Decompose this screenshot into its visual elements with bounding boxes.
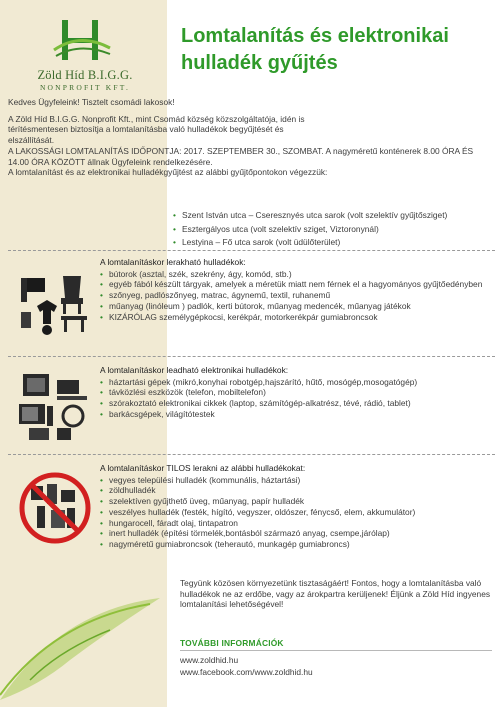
forbidden-waste-heading: A lomtalanításkor TILOS lerakni az alábbi hulladékokat: (100, 463, 306, 473)
electronic-item: • távközlési eszközök (telefon, mobiltelefon) (100, 387, 495, 398)
electronic-waste-heading: A lomtalanításkor leadható elektronikai hulladékok: (100, 365, 289, 375)
bulky-item: • KIZÁRÓLAG személygépkocsi, kerékpár, motorkerékpár gumiabroncsok (100, 312, 495, 323)
intro-text (8, 97, 490, 178)
logo-company-type: NONPROFIT KFT. (39, 83, 131, 92)
leaf-decoration-icon (0, 590, 167, 707)
title-line-2: hulladék gyűjtés (181, 52, 338, 74)
location-item: • Lestyina – Fő utca sarok (volt üdülőterület) (173, 237, 493, 248)
section-divider (8, 250, 495, 251)
electronic-item: • háztartási gépek (mikró,konyhai robotgép,hajszárító, hűtő, mosógép,mosogatógép) (100, 377, 495, 388)
electronics-illustration-icon (17, 370, 95, 444)
page-title (181, 23, 491, 77)
company-logo (10, 14, 140, 94)
forbidden-item: • inert hulladék (építési törmelék,bontásból származó anyag, csempe,járólap) (100, 528, 495, 539)
greeting: Kedves Ügyfeleink! Tisztelt csomádi lakosok! (8, 97, 175, 107)
prohibited-waste-icon (17, 470, 93, 546)
bridge-logo-icon (52, 14, 114, 68)
forbidden-item: • zöldhulladék (100, 485, 495, 496)
website-link[interactable]: www.zoldhid.hu (180, 655, 239, 665)
furniture-illustration-icon (17, 270, 95, 340)
intro-paragraph-1: A Zöld Híd B.I.G.G. Nonprofit Kft., mint Csomád község közszolgáltatója, idén is térítésmentesen biztosítja a lomtalanításba való hulladékok begyűjtését és elszállítását. (8, 113, 305, 146)
forbidden-item: • szelektíven gyűjthető üveg, műanyag, papír hulladék (100, 496, 495, 507)
forbidden-waste-section (100, 463, 495, 550)
bulky-item: • egyéb fából készült tárgyak, amelyek a méretük miatt nem férnek el a hagyományos gyűjtőedényben (100, 279, 495, 290)
facebook-link[interactable]: www.facebook.com/www.zoldhid.hu (180, 667, 313, 677)
electronic-item: • szórakoztató elektronikai cikkek (laptop, számítógép-alkatrész, tévé, rádió, tablet) (100, 398, 495, 409)
more-info-heading: TOVÁBBI INFORMÁCIÓK (180, 638, 284, 648)
location-item: • Szent István utca – Cseresznyés utca sarok (volt szelektív gyűjtősziget) (173, 210, 493, 221)
intro-paragraph-2: A LAKOSSÁGI LOMTALANÍTÁS IDŐPONTJA: 2017. SZEPTEMBER 30., SZOMBAT. A nagyméretű konténerek 8.00 ÓRA ÉS 14.00 ÓRA KÖZÖTT állnak Ügyfeleink rendelkezésére. (8, 145, 474, 167)
bulky-item: • műanyag (linóleum ) padlók, kerti bútorok, műanyag medencék, műanyag játékok (100, 301, 495, 312)
closing-paragraph: Tegyünk közösen környezetünk tisztaságáért! Fontos, hogy a lomtalanításba való hulladékok ne az erdőbe, vagy az árokpartra kerüljenek! Éljünk a Zöld Híd ingyenes lomtalanítási lehetőségével! (180, 578, 491, 610)
bulky-waste-heading: A lomtalanításkor lerakható hulladékok: (100, 257, 246, 267)
electronic-waste-section (100, 365, 495, 420)
forbidden-item: • veszélyes hulladék (festék, hígító, vegyszer, oldószer, fénycső, elem, akkumulátor) (100, 507, 495, 518)
forbidden-item: • nagyméretű gumiabroncsok (teherautó, munkagép gumiabroncs) (100, 539, 495, 550)
section-divider (8, 356, 495, 357)
title-line-1: Lomtalanítás és elektronikai (181, 25, 449, 47)
forbidden-item: • vegyes települési hulladék (kommunális, háztartási) (100, 475, 495, 486)
electronic-item: • barkácsgépek, világítótestek (100, 409, 495, 420)
more-info-divider (180, 650, 492, 651)
bulky-waste-section (100, 257, 495, 322)
bulky-item: • szőnyeg, padlószőnyeg, matrac, ágynemű, textil, ruhanemű (100, 290, 495, 301)
bulky-item: • bútorok (asztal, szék, szekrény, ágy, komód, stb.) (100, 269, 495, 280)
intro-paragraph-3: A lomtalanítást és az elektronikai hulladékgyűjtést az alábbi gyűjtőpontokon végezzük: (8, 167, 328, 178)
section-divider (8, 454, 495, 455)
location-item: • Esztergályos utca (volt szelektív sziget, Viztoronynál) (173, 224, 493, 235)
forbidden-item: • hungarocell, fáradt olaj, tintapatron (100, 518, 495, 529)
collection-points (173, 210, 493, 248)
logo-company-name: Zöld Híd B.I.G.G. (37, 68, 133, 82)
